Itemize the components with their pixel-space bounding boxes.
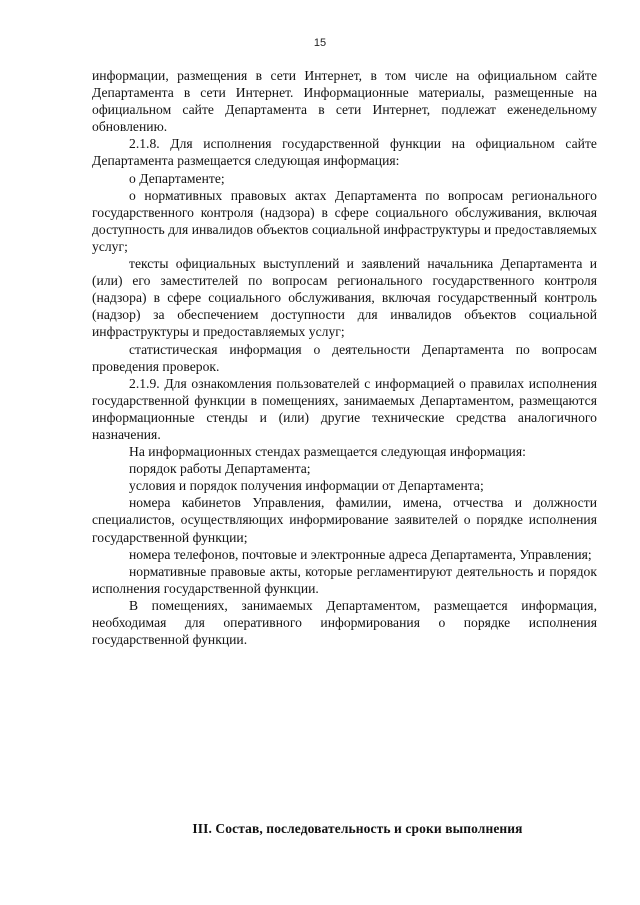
list-item-statistics: статистическая информация о деятельности Департамента по вопросам проведения проверок. bbox=[92, 341, 597, 374]
paragraph-2-1-8: 2.1.8. Для исполнения государственной функции на официальном сайте Департамента размещается следующая информация: bbox=[92, 136, 597, 169]
paragraph-continuation: информации, размещения в сети Интернет, в том числе на официальном сайте Департамента в сети Интернет. Информационные материалы, размещенные на официальном сайте Департамента в сети Интернет, подлежат еженедельному обновлению. bbox=[92, 68, 597, 135]
section-heading: III. Состав, последовательность и сроки выполнения bbox=[192, 821, 523, 836]
list-item-normative-acts: о нормативных правовых актах Департамента по вопросам регионального государственного контроля (надзора) в сфере социального обслуживания, включая доступность для инвалидов объектов социальной инфраструктуры и предоставляемых услуг; bbox=[92, 187, 597, 254]
paragraph-stands-info: На информационных стендах размещается следующая информация: bbox=[129, 444, 526, 460]
paragraph-2-1-9: 2.1.9. Для ознакомления пользователей с информацией о правилах исполнения государственной функции в помещениях, занимаемых Департаментом, размещаются информационные стенды и (или) другие технические средства аналогичного назначения. bbox=[92, 375, 597, 442]
document-body bbox=[92, 67, 597, 648]
list-item-about-department: о Департаменте; bbox=[129, 170, 225, 186]
page-number: 15 bbox=[313, 37, 327, 49]
list-item-contacts: номера телефонов, почтовые и электронные адреса Департамента, Управления; bbox=[129, 546, 592, 562]
list-item-official-speeches: тексты официальных выступлений и заявлений начальника Департамента и (или) его заместителей по вопросам регионального государственного контроля (надзора) в сфере социального обслуживания, включая государственный контроль (надзор) за обеспечением доступности для инвалидов объектов социальной инфраструктуры и предоставляемых услуг; bbox=[92, 256, 597, 340]
list-item-regulations: нормативные правовые акты, которые регламентируют деятельность и порядок исполнения государственной функции. bbox=[92, 563, 597, 596]
list-item-work-schedule: порядок работы Департамента; bbox=[129, 461, 311, 477]
list-item-info-conditions: условия и порядок получения информации от Департамента; bbox=[129, 478, 484, 494]
list-item-office-numbers: номера кабинетов Управления, фамилии, имена, отчества и должности специалистов, осуществляющих информирование заявителей о порядке исполнения государственной функции; bbox=[92, 495, 597, 545]
paragraph-premises-info: В помещениях, занимаемых Департаментом, размещается информация, необходимая для оперативного информирования о порядке исполнения государственной функции. bbox=[92, 597, 597, 648]
